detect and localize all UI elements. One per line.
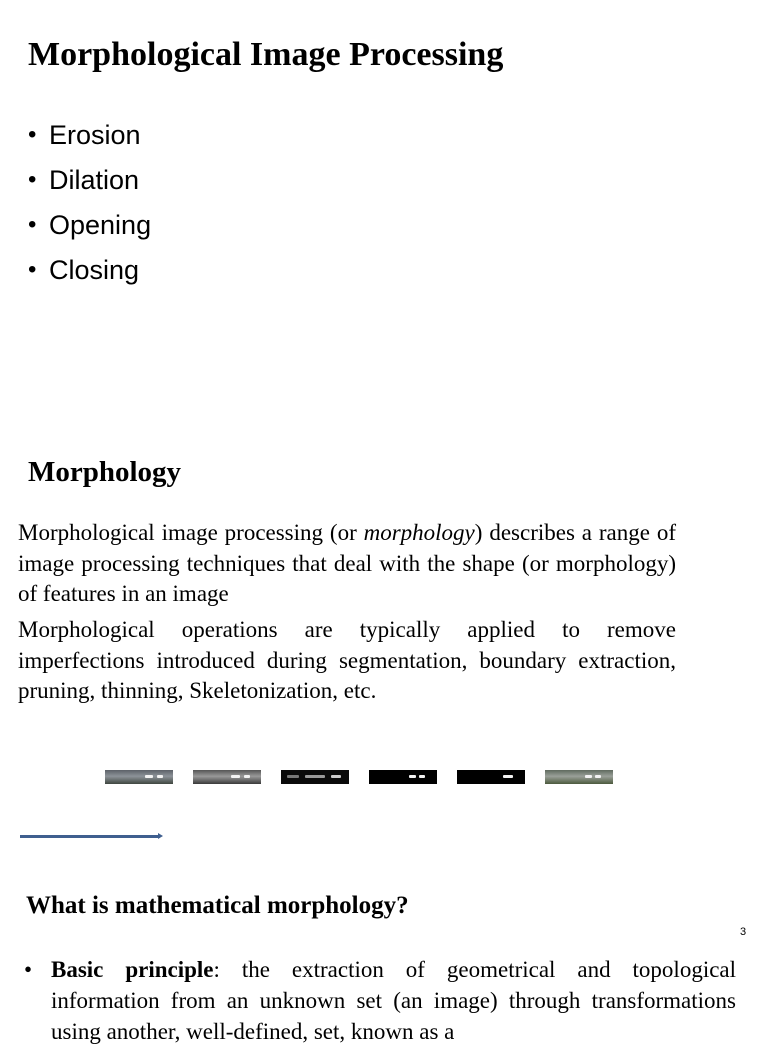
arrow-line [20, 835, 160, 838]
definition-text-end: ) describes a range of image processing techniques that deal with the shape (or morphology) of features in an image [18, 520, 676, 606]
road-image-binary-icon [369, 770, 437, 784]
road-image-edges-icon [281, 770, 349, 784]
list-item-opening: • Opening [28, 206, 151, 251]
road-image-grayscale-icon [193, 770, 261, 784]
page-title: Morphological Image Processing [28, 36, 504, 73]
section-heading-mathematical-morphology: What is mathematical morphology? [26, 892, 409, 919]
basic-principle-text [51, 954, 736, 1047]
road-image-processed-icon [457, 770, 525, 784]
page-number: 3 [740, 926, 747, 938]
basic-principle-bullet [24, 954, 736, 1047]
list-item-dilation: • Dilation [28, 161, 151, 206]
basic-principle-description: : the extraction of geometrical and topological information from an unknown set (an image) through transformations using another, well-defined, set, known as a [51, 957, 737, 1044]
road-image-result-icon [545, 770, 613, 784]
definition-text-start: Morphological image processing (or [18, 520, 364, 545]
operations-list [28, 116, 151, 296]
operations-paragraph: Morphological operations are typically applied to remove imperfections introduced during segmentation, boundary extraction, pruning, thinning, Skeletonization, etc. [18, 617, 676, 703]
arrow-head-icon [158, 833, 163, 839]
bullet-icon: • [24, 957, 33, 982]
list-item-closing: • Closing [28, 251, 151, 296]
basic-principle-label: Basic principle [51, 957, 214, 982]
road-image-original-icon [105, 770, 173, 784]
section-heading-morphology: Morphology [28, 456, 182, 488]
definition-term: morphology [363, 520, 475, 545]
definition-paragraph [18, 518, 676, 610]
list-item-erosion: • Erosion [28, 116, 151, 161]
